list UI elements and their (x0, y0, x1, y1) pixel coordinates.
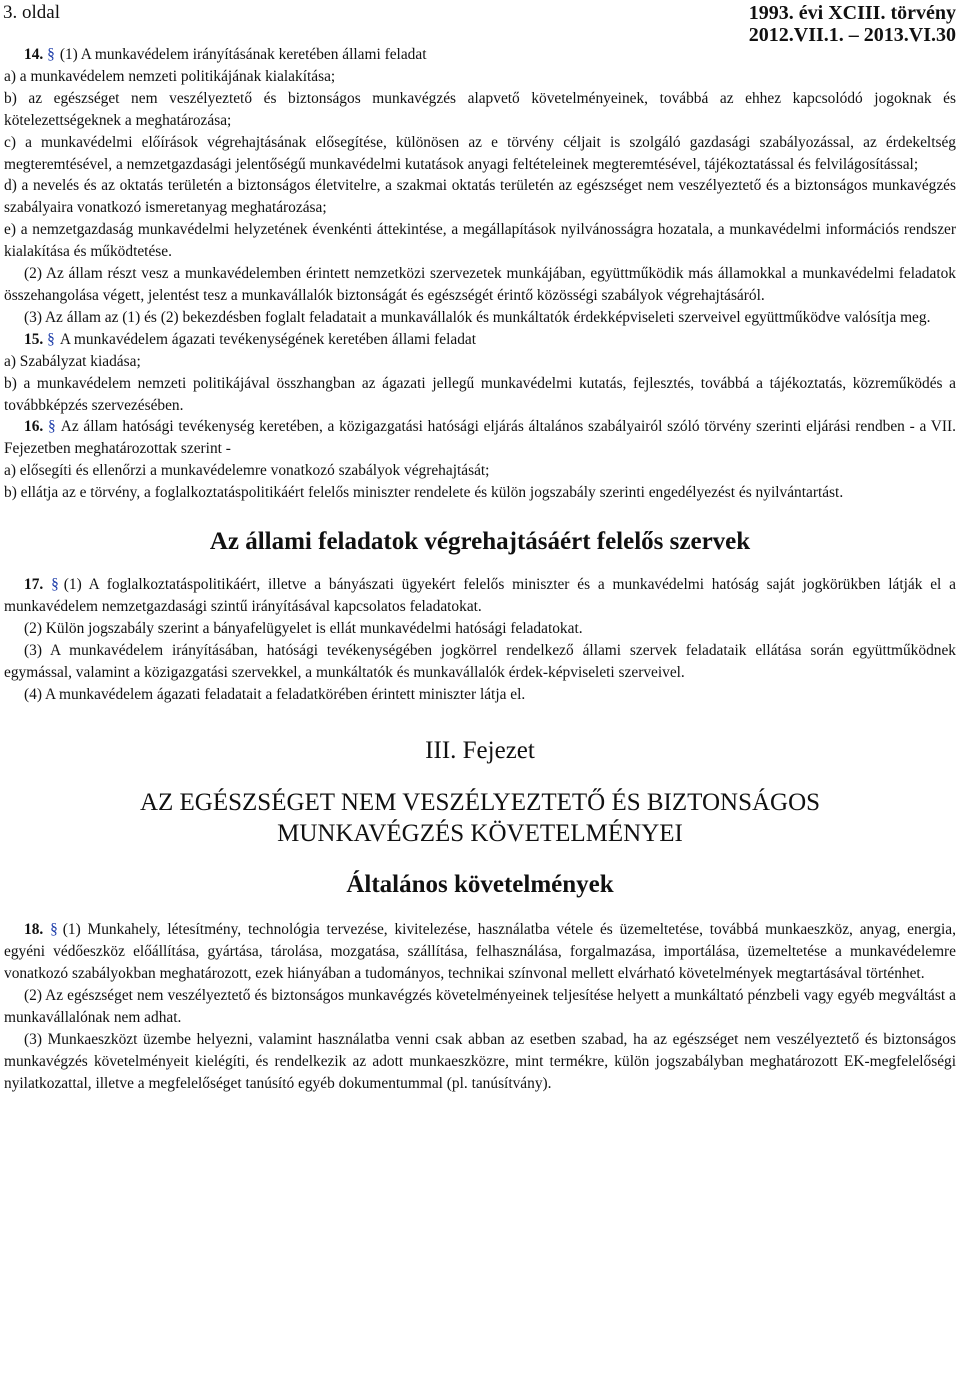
chapter-title-line-1: AZ EGÉSZSÉGET NEM VESZÉLYEZTETŐ ÉS BIZTONSÁGOS (139, 789, 821, 817)
section-link[interactable]: § (51, 576, 59, 594)
section-18-paragraph-2: (2) Az egészséget nem veszélyeztető és biztonságos munkavégzés követelményeinek teljesítése helyett a munkáltató pénzbeli vagy egyéb megváltást a munkavállalónak nem adhat. (4, 987, 956, 1027)
chapter-title-line-2: MUNKAVÉGZÉS KÖVETELMÉNYEI (277, 820, 683, 848)
section-14-paragraph-2: (2) Az állam részt vesz a munkavédelemben érintett nemzetközi szervezetek munkájában, együttműködik más államokkal a munkavédelmi feladatok összehangolása végett, jelentést tesz a munkavállalók biztonságát és egészségét érintő közösségi szabályok végrehajtásáról. (4, 265, 956, 304)
section-14-paragraph-1: 14. § (1) A munkavédelem irányításának keretében állami feladat (24, 46, 427, 63)
list-item: b) ellátja az e törvény, a foglalkoztatáspolitikáért felelős miniszter rendelete és külön jogszabály szerinti engedélyezést és nyilvántartást. (4, 484, 844, 502)
section-number: 14. (24, 46, 44, 63)
list-item: b) az egészséget nem veszélyeztető és biztonságos munkavégzés alapvető követelményeinek, továbbá az ehhez kapcsolódó jogoknak és kötelezettségeknek a meghatározása; (4, 89, 956, 129)
list-item: b) a munkavédelem nemzeti politikájával összhangban az ágazati jellegű munkavédelmi kutatás, fejlesztés, továbbá a tájékoztatás, közreműködés a továbbképzés szervezésében. (4, 374, 956, 414)
section-17-paragraph-4: (4) A munkavédelem ágazati feladatait a feladatkörében érintett miniszter látja el. (24, 685, 526, 703)
section-number: 18. (24, 921, 44, 939)
section-17-paragraph-2: (2) Külön jogszabály szerint a bányafelügyelet is ellát munkavédelmi hatósági feladatokat. (24, 619, 583, 637)
validity-period: 2012.VII.1. – 2013.VI.30 (748, 24, 956, 46)
list-item: a) elősegíti és ellenőrzi a munkavédelemre vonatkozó szabályok végrehajtását; (4, 462, 490, 480)
section-link[interactable]: § (47, 46, 55, 63)
section-link[interactable]: § (47, 330, 55, 348)
section-number: 16. (24, 418, 44, 436)
list-item: c) a munkavédelmi előírások végrehajtásának elősegítése, különösen az e törvény céljait is szolgáló gazdasági szabályozással, az érdekeltség megteremtésével, a nemzetgazdasági jelentőségű munkavédelmi kutatások anyagi feltételeinek megteremtésével, tájékoztatással és felvilágosítással; (4, 133, 956, 173)
chapter-title (4, 787, 956, 849)
list-item: a) Szabályzat kiadása; (4, 352, 141, 370)
page-number: 3. oldal (3, 2, 60, 23)
list-item: d) a nevelés és az oktatás területén a biztonságos életvitelre, a szakmai oktatás területén az egészséget nem veszélyeztető és a biztonságos munkavégzés szabályaira vonatkozó ismeretanyag meghatározása; (4, 177, 956, 217)
law-reference (749, 2, 956, 46)
list-item: e) a nemzetgazdaság munkavédelmi helyzetének évenkénti áttekintése, a megállapítások nyilvánosságra hozatala, a munkavédelmi információs rendszer kialakítása és működtetése. (4, 221, 956, 261)
list-item: a) a munkavédelem nemzeti politikájának kialakítása; (4, 67, 336, 85)
section-number: 17. (24, 576, 44, 594)
section-link[interactable]: § (48, 418, 56, 436)
law-title: 1993. évi XCIII. törvény (748, 2, 956, 24)
chapter-number: III. Fejezet (425, 737, 535, 765)
section-link[interactable]: § (50, 921, 58, 939)
page-header (0, 0, 960, 46)
section-16-intro: 16. § Az állam hatósági tevékenység keretében, a közigazgatási hatósági eljárás általános szabályairól szóló törvény szerinti eljárási rendben - a VII. Fejezetben meghatározottak szerint - (4, 418, 956, 458)
section-17-paragraph-3: (3) A munkavédelem irányításában, hatósági tevékenységében jogkörrel rendelkező állami szervek feladataik ellátása során együttműködnek egymással, valamint a közigazgatási szervekkel, a munkáltatók és munkavállalók érdek-képviseleti szerveivel. (4, 641, 956, 681)
section-number: 15. (24, 330, 44, 348)
section-18-paragraph-3: (3) Munkaeszközt üzembe helyezni, valamint használatba venni csak abban az esetben szabad, ha az egészséget nem veszélyeztető és biztonságos munkavégzés követelményeit kielégíti, és rendelkezik az adott munkaeszközre, mint termékre, külön jogszabályban meghatározott EK-megfelelőségi nyilatkozattal, illetve a megfelelőséget tanúsító egyéb dokumentummal (pl. tanúsítvány). (4, 1031, 956, 1092)
document-body (4, 44, 956, 1095)
heading-responsible-bodies: Az állami feladatok végrehajtásáért felelős szervek (209, 528, 751, 556)
section-18-paragraph-1: 18. § (1) Munkahely, létesítmény, technológia tervezése, kivitelezése, használatba vétele és üzemeltetése, továbbá munkaeszköz, anyag, energia, egyéni védőeszköz előállítása, gyártása, tárolása, mozgatása, szállítása, felhasználása, forgalmazása, importálása, üzemeltetése a munkavédelemre vonatkozó szabályokban meghatározott, ezek hiányában a tudományos, technikai színvonal mellett elvárható követelmények megtartásával történhet. (4, 921, 956, 983)
section-15-intro: 15. § A munkavédelem ágazati tevékenységének keretében állami feladat (24, 330, 477, 348)
section-14-paragraph-3: (3) Az állam az (1) és (2) bekezdésben foglalt feladatait a munkavállalók és munkáltatók érdekképviseleti szerveivel együttműködve valósítja meg. (24, 308, 931, 326)
chapter-subtitle: Általános követelmények (346, 871, 614, 899)
section-17-paragraph-1: 17. § (1) A foglalkoztatáspolitikáért, illetve a bányászati ügyekért felelős miniszter és a munkavédelmi hatóság saját jogkörükben látják el a munkavédelem nemzetgazdasági szintű irányításával kapcsolatos feladatokat. (4, 576, 956, 615)
